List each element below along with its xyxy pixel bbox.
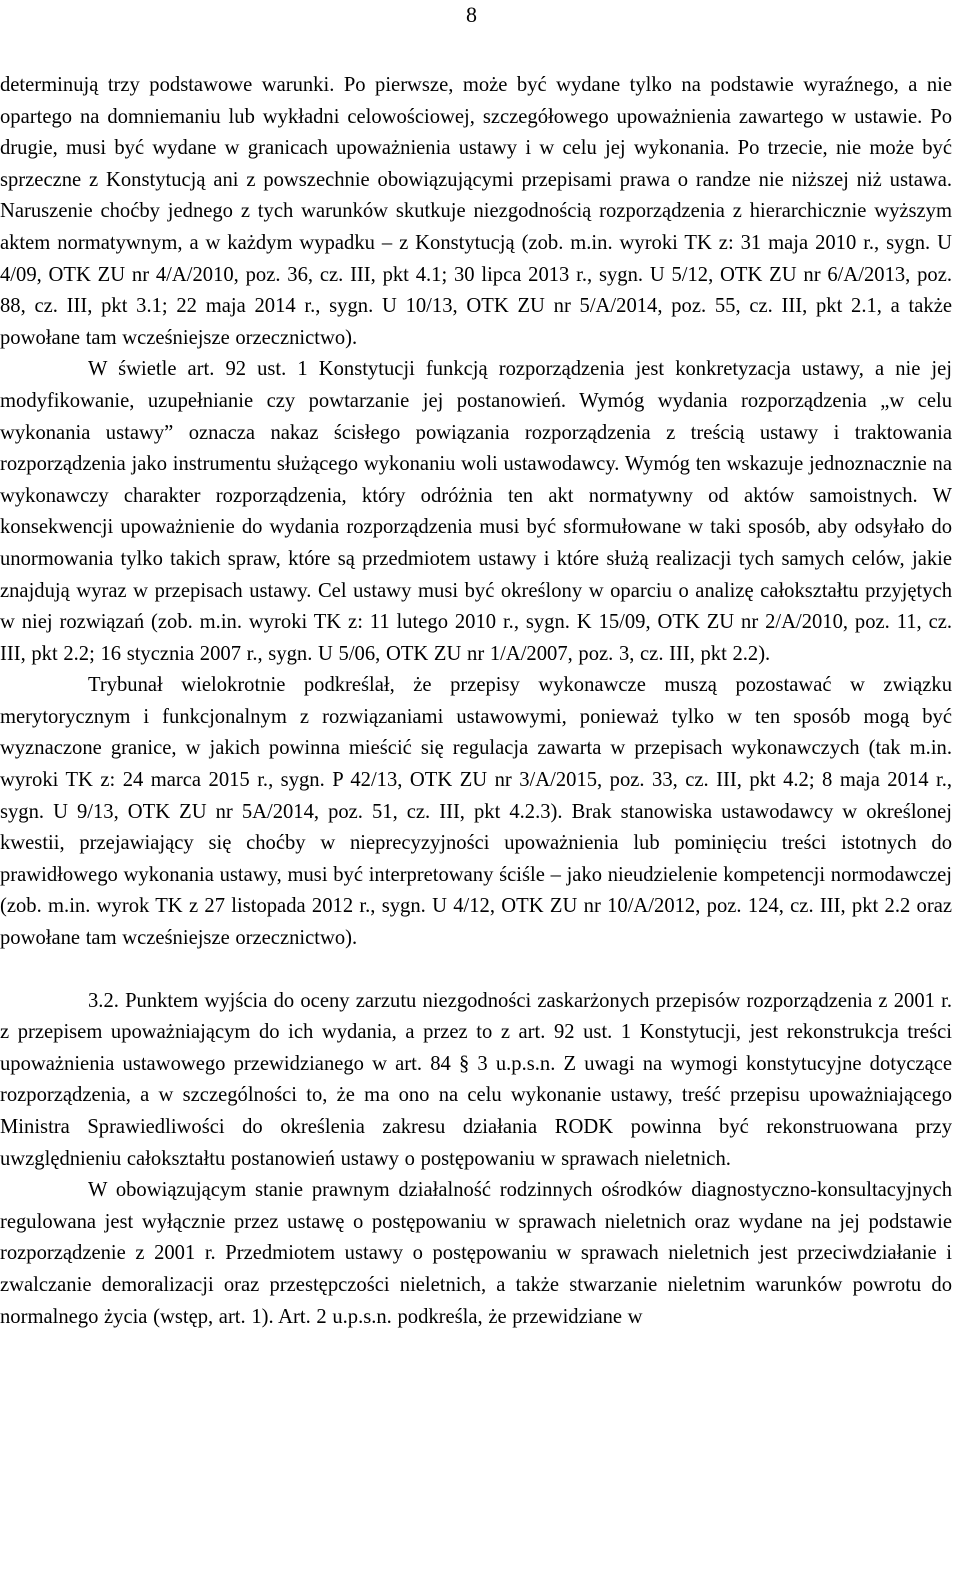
paragraph-trybunal: Trybunał wielokrotnie podkreślał, że przepisy wykonawcze muszą pozostawać w związku merytorycznym i funkcjonalnym z rozwiązaniami ustawowymi, ponieważ tylko w ten sposób mogą być wyznaczone granice, w jakich powinna mieścić się regulacja zawarta w przepisach wykonawczych (tak m.in. wyroki TK z: 24 marca 2015 r., sygn. P 42/13, OTK ZU nr 3/A/2015, poz. 33, cz. III, pkt 4.2; 8 maja 2014 r., sygn. U 9/13, OTK ZU nr 5A/2014, poz. 51, cz. III, pkt 4.2.3). Brak stanowiska ustawodawcy w określonej kwestii, przejawiający się choćby w nieprecyzyjności upoważnienia lub pominięciu treści istotnych do prawidłowego wykonania ustawy, musi być interpretowany ściśle – jako nieudzielenie kompetencji normodawczej (zob. m.in. wyrok TK z 27 listopada 2012 r., sygn. U 4/12, OTK ZU nr 10/A/2012, poz. 124, cz. III, pkt 2.2 oraz powołane tam wcześniejsze orzecznictwo).: [0, 674, 952, 950]
paragraph-conditions: determinują trzy podstawowe warunki. Po pierwsze, może być wydane tylko na podstawie wyraźnego, a nie opartego na domniemaniu lub wykładni celowościowej, szczegółowego upoważnienia zawartego w ustawie. Po drugie, musi być wydane w granicach upoważnienia ustawy i w celu jej wykonania. Po trzecie, nie może być sprzeczne z Konstytucją ani z powszechnie obowiązującymi przepisami prawa o randze nie niższej niż ustawa. Naruszenie choćby jednego z tych warunków skutkuje niezgodnością rozporządzenia z hierarchicznie wyższym aktem normatywnym, a w każdym wypadku – z Konstytucją (zob. m.in. wyroki TK z: 31 maja 2010 r., sygn. U 4/09, OTK ZU nr 4/A/2010, poz. 36, cz. III, pkt 4.1; 30 lipca 2013 r., sygn. U 5/12, OTK ZU nr 6/A/2013, poz. 88, cz. III, pkt 3.1; 22 maja 2014 r., sygn. U 10/13, OTK ZU nr 5/A/2014, poz. 55, cz. III, pkt 2.1, a także powołane tam wcześniejsze orzecznictwo).: [0, 74, 952, 349]
paragraph-art-92: W świetle art. 92 ust. 1 Konstytucji funkcją rozporządzenia jest konkretyzacja ustawy, a nie jej modyfikowanie, uzupełnianie czy powtarzanie jej postanowień. Wymóg wydania rozporządzenia „w celu wykonania ustawy” oznacza nakaz ścisłego powiązania rozporządzenia z treścią ustawy i traktowania rozporządzenia jako instrumentu służącego wykonaniu woli ustawodawcy. Wymóg ten wskazuje jednoznacznie na wykonawczy charakter rozporządzenia, który odróżnia ten akt normatywny od aktów samoistnych. W konsekwencji upoważnienie do wydania rozporządzenia musi być sformułowane w taki sposób, aby odsyłało do unormowania tylko takich spraw, które są przedmiotem ustawy i które służą realizacji tych samych celów, jakie znajdują wyraz w przepisach ustawy. Cel ustawy musi być określony w oparciu o analizę całokształtu przyjętych w niej rozwiązań (zob. m.in. wyroki TK z: 11 lutego 2010 r., sygn. K 15/09, OTK ZU nr 2/A/2010, poz. 11, cz. III, pkt 2.2; 16 stycznia 2007 r., sygn. U 5/06, OTK ZU nr 1/A/2007, poz. 3, cz. III, pkt 2.2).: [0, 358, 952, 665]
document-body: [0, 70, 952, 1333]
paragraph-section-3-2: 3.2. Punktem wyjścia do oceny zarzutu niezgodności zaskarżonych przepisów rozporządzenia z 2001 r. z przepisem upoważniającym do ich wydania, a przez to z art. 92 ust. 1 Konstytucji, jest rekonstrukcja treści upoważnienia ustawowego przewidzianego w art. 84 § 3 u.p.s.n. Z uwagi na wymogi konstytucyjne dotyczące rozporządzenia, a w szczególności to, że ma ono na celu wykonanie ustawy, treść przepisu upoważniającego Ministra Sprawiedliwości do określenia zakresu działania RODK powinna być rekonstruowana przy uwzględnieniu całokształtu postanowień ustawy o postępowaniu w sprawach nieletnich.: [0, 989, 952, 1170]
paragraph-rodk: W obowiązującym stanie prawnym działalność rodzinnych ośrodków diagnostyczno-konsultacyjnych regulowana jest wyłącznie przez ustawę o postępowaniu w sprawach nieletnich oraz wydane na jej podstawie rozporządzenie z 2001 r. Przedmiotem ustawy o postępowaniu w sprawach nieletnich jest przeciwdziałanie i zwalczanie demoralizacji oraz przestępczości nieletnich, a także stwarzanie nieletnim warunków powrotu do normalnego życia (wstęp, art. 1). Art. 2 u.p.s.n. podkreśla, że przewidziane w: [0, 1179, 952, 1328]
page-number: 8: [466, 2, 477, 27]
